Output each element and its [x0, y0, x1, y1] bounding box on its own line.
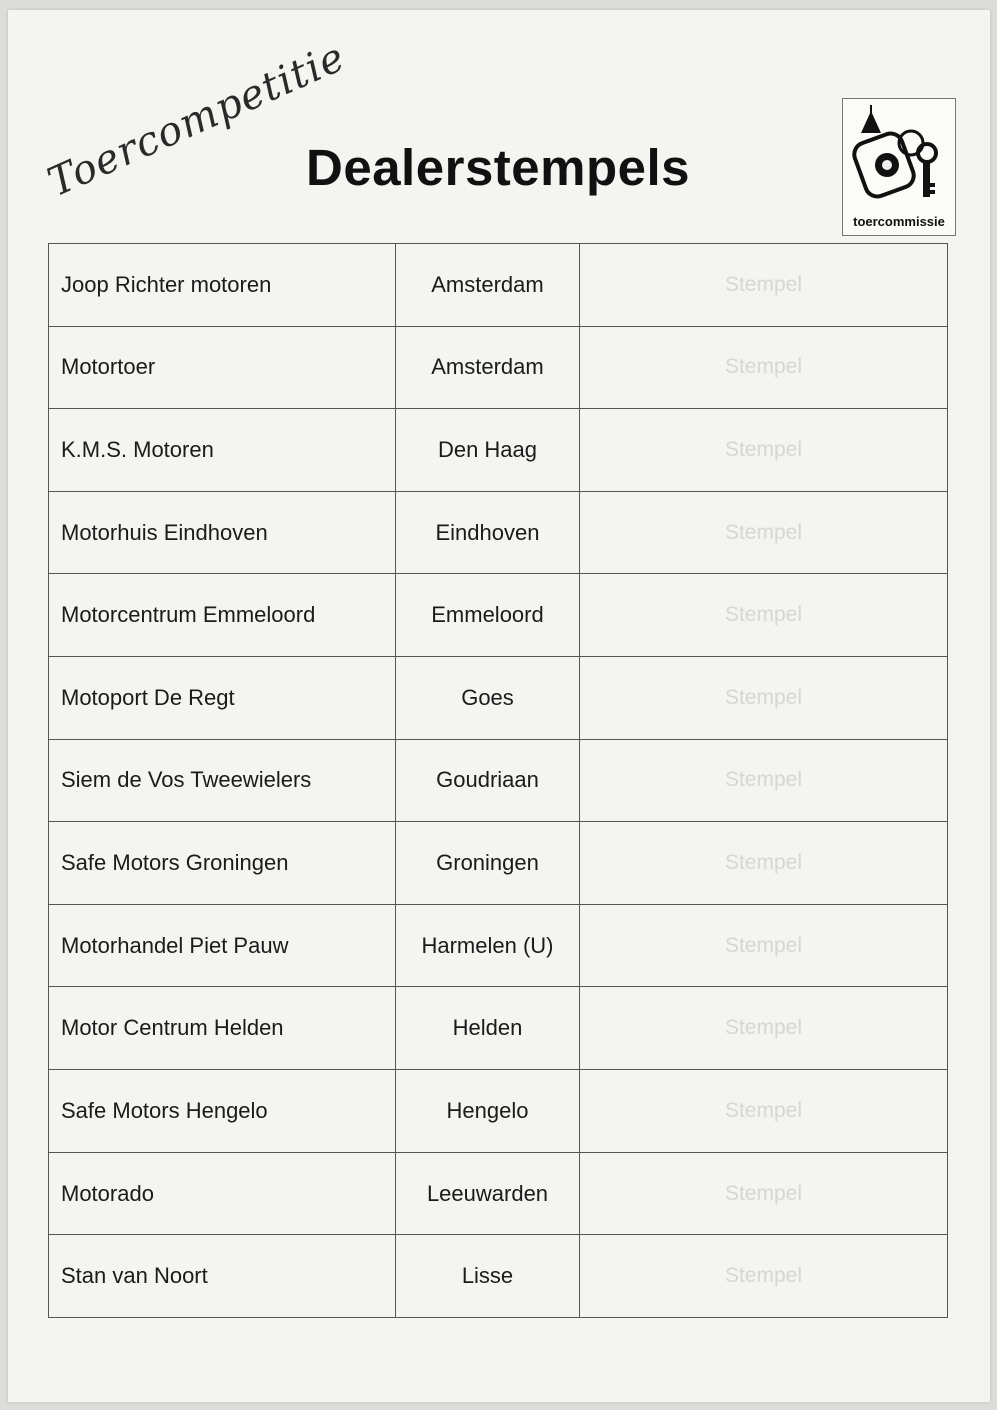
stamp-field: Stempel	[580, 1152, 948, 1235]
stamp-field: Stempel	[580, 1070, 948, 1153]
dealer-city: Hengelo	[396, 1070, 580, 1153]
script-title: Toercompetitie	[41, 34, 352, 206]
table-row	[49, 1070, 948, 1153]
table-row	[49, 822, 948, 905]
dealer-city: Harmelen (U)	[396, 904, 580, 987]
stamp-field: Stempel	[580, 739, 948, 822]
dealer-name: Safe Motors Hengelo	[49, 1070, 396, 1153]
dealer-city: Leeuwarden	[396, 1152, 580, 1235]
stamp-field: Stempel	[580, 657, 948, 740]
dealer-name: Joop Richter motoren	[49, 244, 396, 327]
dealer-name: Safe Motors Groningen	[49, 822, 396, 905]
stamp-field: Stempel	[580, 574, 948, 657]
page-title: Dealerstempels	[306, 139, 691, 196]
table-row	[49, 1152, 948, 1235]
stamp-field: Stempel	[580, 987, 948, 1070]
dealer-city: Amsterdam	[396, 326, 580, 409]
toercommissie-logo	[842, 98, 956, 236]
dealer-city: Eindhoven	[396, 491, 580, 574]
dealer-name: Motorado	[49, 1152, 396, 1235]
dealer-city: Goes	[396, 657, 580, 740]
stamp-field: Stempel	[580, 244, 948, 327]
dealer-city: Den Haag	[396, 409, 580, 492]
stamp-field: Stempel	[580, 1235, 948, 1318]
table-row	[49, 326, 948, 409]
stamp-field: Stempel	[580, 822, 948, 905]
dealer-name: Motor Centrum Helden	[49, 987, 396, 1070]
stamp-field: Stempel	[580, 491, 948, 574]
dealer-name: Motortoer	[49, 326, 396, 409]
table-row	[49, 409, 948, 492]
table-row	[49, 987, 948, 1070]
dealer-city: Lisse	[396, 1235, 580, 1318]
dealer-name: Motorcentrum Emmeloord	[49, 574, 396, 657]
table-row	[49, 739, 948, 822]
dealer-city: Groningen	[396, 822, 580, 905]
dealer-stamp-table	[48, 243, 948, 1318]
motorcycle-keys-icon	[849, 103, 949, 207]
dealer-name: Stan van Noort	[49, 1235, 396, 1318]
document-page	[8, 10, 990, 1402]
dealer-name: Motoport De Regt	[49, 657, 396, 740]
stamp-field: Stempel	[580, 326, 948, 409]
dealer-name: Motorhandel Piet Pauw	[49, 904, 396, 987]
dealer-name: Siem de Vos Tweewielers	[49, 739, 396, 822]
dealer-city: Amsterdam	[396, 244, 580, 327]
table-row	[49, 491, 948, 574]
logo-label: toercommissie	[853, 214, 945, 229]
dealer-city: Helden	[396, 987, 580, 1070]
table-row	[49, 574, 948, 657]
stamp-field: Stempel	[580, 409, 948, 492]
dealer-name: Motorhuis Eindhoven	[49, 491, 396, 574]
dealer-city: Emmeloord	[396, 574, 580, 657]
stamp-field: Stempel	[580, 904, 948, 987]
table-row	[49, 244, 948, 327]
table-row	[49, 904, 948, 987]
dealer-name: K.M.S. Motoren	[49, 409, 396, 492]
dealer-city: Goudriaan	[396, 739, 580, 822]
table-row	[49, 1235, 948, 1318]
table-row	[49, 657, 948, 740]
